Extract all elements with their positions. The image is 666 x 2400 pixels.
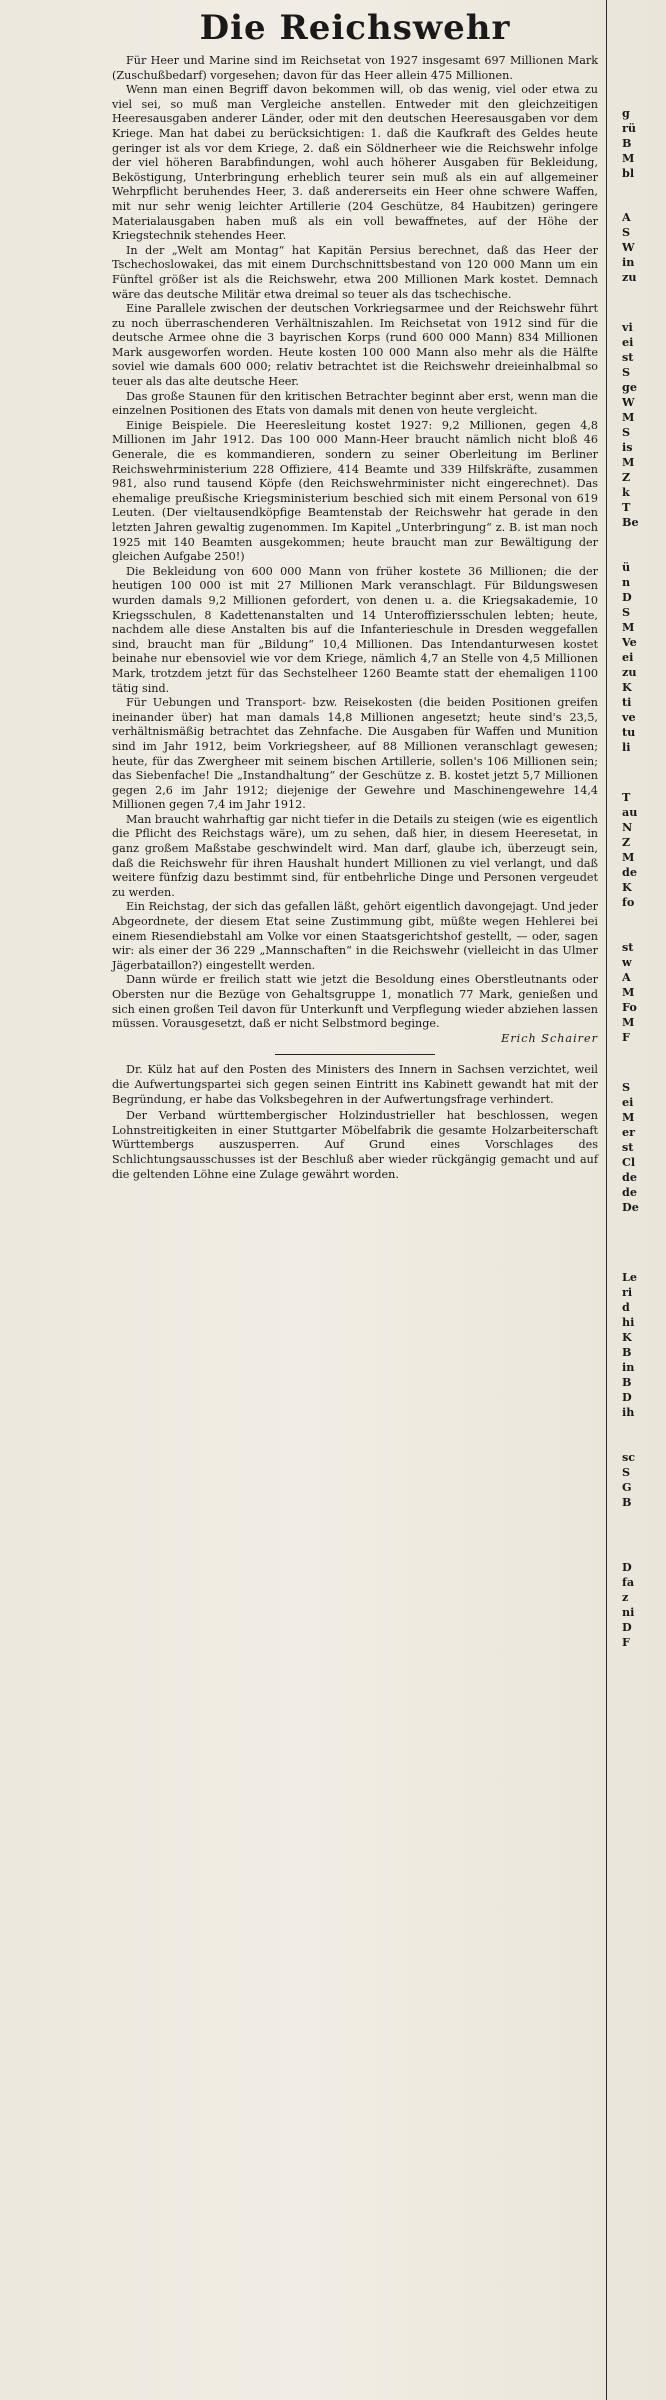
- fragment-text: ei: [622, 335, 634, 349]
- fragment-text: W: [622, 395, 635, 409]
- fragment-text: N: [622, 820, 633, 834]
- fragment-text: S: [622, 425, 631, 439]
- fragment-text: z: [622, 1590, 629, 1604]
- fragment-text: ei: [622, 650, 634, 664]
- article-paragraph: Das große Staunen für den kritischen Betrachter beginnt aber erst, wenn man die einzelnen Positionen des Etats von damals mit denen von heute vergleicht.: [112, 389, 598, 418]
- fragment-text: sc: [622, 1450, 636, 1464]
- fragment-text: M: [622, 985, 635, 999]
- fragment-text: D: [622, 590, 632, 604]
- news-note: Der Verband württembergischer Holzindustrieller hat beschlossen, wegen Lohnstreitigkeiten in einer Stuttgarter Möbelfabrik die gesamte Holzarbeiterschaft Württembergs auszusperren. Auf Grund eines Vorschlages des Schlichtungsausschusses ist der Beschluß aber wieder rückgängig gemacht und auf die geltenden Löhne eine Zulage gewährt worden.: [112, 1109, 598, 1181]
- fragment-text: K: [622, 680, 632, 694]
- fragment-text: De: [622, 1200, 639, 1214]
- article-paragraph: In der „Welt am Montag“ hat Kapitän Persius berechnet, daß das Heer der Tschechoslowakei, das mit einem Durchschnittsbestand von 120 000 Mann um ein Fünftel größer ist als die Reichswehr, etwa 200 Millionen Mark kostet. Demnach wäre das deutsche Militär etwa dreimal so teuer als das tschechische.: [112, 243, 598, 301]
- fragment-text: de: [622, 1170, 637, 1184]
- fragment-text: K: [622, 880, 632, 894]
- fragment-text: B: [622, 1375, 632, 1389]
- fragment-text: d: [622, 1300, 630, 1314]
- fragment-text: S: [622, 365, 631, 379]
- fragment-text: fo: [622, 895, 635, 909]
- fragment-text: Fo: [622, 1000, 637, 1014]
- fragment-text: ri: [622, 1285, 633, 1299]
- fragment-text: ü: [622, 560, 631, 574]
- fragment-text: T: [622, 500, 631, 514]
- adjacent-column-fragment: [618, 0, 666, 2400]
- article-column: [112, 6, 598, 1184]
- fragment-text: M: [622, 455, 635, 469]
- fragment-text: B: [622, 136, 632, 150]
- fragment-text: D: [622, 1390, 632, 1404]
- fragment-text: W: [622, 240, 635, 254]
- fragment-text: ti: [622, 695, 632, 709]
- article-paragraph: Wenn man einen Begriff davon bekommen will, ob das wenig, viel oder etwa zu viel sei, so muß man Vergleiche anstellen. Entweder mit den gleichzeitigen Heeresausgaben anderer Länder, oder mit den deutschen Heeresausgaben vor dem Kriege. Man hat dabei zu berücksichtigen: 1. daß die Kaufkraft des Geldes heute geringer ist als vor dem Kriege, 2. daß ein Söldnerheer wie die Reichswehr infolge der viel höheren Barabfindungen, wohl auch höherer Ausgaben für Bekleidung, Beköstigung, Unterbringung erheblich teurer sein muß als ein auf allgemeiner Wehrpflicht beruhendes Heer, 3. daß andererseits ein Heer ohne schwere Waffen, mit nur sehr wenig leichter Artillerie (204 Geschütze, 84 Haubitzen) geringere Materialausgaben haben muß als ein voll bewaffnetes, auf der Höhe der Kriegstechnik stehendes Heer.: [112, 83, 598, 243]
- fragment-text: rü: [622, 121, 637, 135]
- fragment-text: er: [622, 1125, 636, 1139]
- article-paragraph: Eine Parallele zwischen der deutschen Vorkriegsarmee und der Reichswehr führt zu noch überraschenderen Verhältniszahlen. Im Reichsetat von 1912 sind für die deutsche Armee ohne die 3 bayrischen Korps (rund 600 000 Mann) 834 Millionen Mark ausgeworfen worden. Heute kosten 100 000 Mann also mehr als die Hälfte soviel wie damals 600 000; relativ betrachtet ist die Reichswehr dreieinhalbmal so teuer als das alte deutsche Heer.: [112, 302, 598, 389]
- fragment-text: w: [622, 955, 632, 969]
- fragment-text: st: [622, 350, 634, 364]
- news-note: Dr. Külz hat auf den Posten des Ministers des Innern in Sachsen verzichtet, weil die Aufwertungspartei sich gegen seinen Eintritt ins Kabinett gewandt hat mit der Begründung, er habe das Volksbegehren in der Aufwertungsfrage verhindert.: [112, 1063, 598, 1106]
- fragment-text: S: [622, 1465, 631, 1479]
- column-rule: [606, 0, 607, 2400]
- fragment-text: D: [622, 1560, 632, 1574]
- fragment-text: tu: [622, 725, 636, 739]
- fragment-text: Z: [622, 470, 631, 484]
- fragment-text: M: [622, 151, 635, 165]
- fragment-text: B: [622, 1345, 632, 1359]
- fragment-text: st: [622, 940, 634, 954]
- article-paragraph: Ein Reichstag, der sich das gefallen läßt, gehört eigentlich davongejagt. Und jeder Abgeordnete, der diesem Etat seine Zustimmung gibt, müßte wegen Hehlerei bei einem Riesendiebstahl am Volke vor einen Staatsgerichtshof gestellt, — oder, sagen wir: als einer der 36 229 „Mannschaften“ in die Reichswehr (vielleicht in das Ulmer Jägerbataillon?) eingestellt werden.: [112, 900, 598, 972]
- fragment-text: st: [622, 1140, 634, 1154]
- fragment-text: bl: [622, 166, 635, 180]
- fragment-text: ih: [622, 1405, 635, 1419]
- fragment-text: M: [622, 1015, 635, 1029]
- fragment-text: in: [622, 255, 635, 269]
- fragment-text: M: [622, 850, 635, 864]
- article-paragraph: Für Uebungen und Transport- bzw. Reisekosten (die beiden Positionen greifen ineinander über) hat man damals 14,8 Millionen angesetzt; heute sind's 23,5, verhältnismäßig betrachtet das Zehnfache. Die Ausgaben für Waffen und Munition sind im Jahr 1912, beim Vorkriegsheer, auf 88 Millionen veranschlagt gewesen; heute, für das Zwergheer mit seinem bischen Artillerie, sollen's 106 Millionen sein; das Siebenfache! Die „Instandhaltung“ der Geschütze z. B. kostet jetzt 5,7 Millionen gegen 2,6 im Jahr 1912; diejenige der Gewehre und Maschinengewehre 14,4 Millionen gegen 7,4 im Jahr 1912.: [112, 696, 598, 812]
- fragment-text: g: [622, 106, 630, 120]
- fragment-text: zu: [622, 270, 637, 284]
- fragment-text: A: [622, 970, 631, 984]
- article-paragraph: Für Heer und Marine sind im Reichsetat von 1927 insgesamt 697 Millionen Mark (Zuschußbedarf) vorgesehen; davon für das Heer allein 475 Millionen.: [112, 54, 598, 82]
- article-paragraph: Einige Beispiele. Die Heeresleitung kostet 1927: 9,2 Millionen, gegen 4,8 Millionen im Jahr 1912. Das 100 000 Mann-Heer braucht nämlich nicht bloß 46 Generale, die es kommandieren, sondern zu seiner Oberleitung im Berliner Reichswehrministerium 228 Offiziere, 414 Beamte und 339 Hilfskräfte, zusammen 981, also rund tausend Köpfe (den Reichswehrminister nicht eingerechnet). Das ehemalige preußische Kriegsministerium beschied sich mit einem Personal von 619 Leuten. (Der vieltausendköpfige Beamtenstab der Reichswehr hat gerade in den letzten Jahren gewaltig zugenommen. Im Kapitel „Unterbringung“ z. B. ist man noch 1925 mit 140 Beamten ausgekommen; heute braucht man zur Bewältigung der gleichen Aufgabe 250!): [112, 418, 598, 564]
- fragment-text: K: [622, 1330, 632, 1344]
- fragment-text: F: [622, 1030, 630, 1044]
- fragment-text: F: [622, 1635, 630, 1649]
- fragment-text: M: [622, 410, 635, 424]
- article-body: [112, 54, 598, 1032]
- fragment-text: Ve: [622, 635, 637, 649]
- article-paragraph: Dann würde er freilich statt wie jetzt die Besoldung eines Oberstleutnants oder Obersten nur die Bezüge von Gehaltsgruppe 1, monatlich 77 Mark, genießen und sich einen großen Teil davon für Unterkunft und Verpflegung wieder abziehen lassen müssen. Vorausgesetzt, daß er nicht Selbstmord beginge.: [112, 973, 598, 1031]
- article-paragraph: Man braucht wahrhaftig gar nicht tiefer in die Details zu steigen (wie es eigentlich die Pflicht des Reichstags wäre), um zu sehen, daß hier, in diesem Heeresetat, in ganz großem Maßstabe geschwindelt wird. Man darf, glaube ich, überzeugt sein, daß die Reichswehr für ihren Haushalt hundert Millionen zu viel verlangt, und daß weitere fünfzig dazu bestimmt sind, für entbehrliche Dinge und Personen vergeudet zu werden.: [112, 812, 598, 899]
- fragment-text: is: [622, 440, 633, 454]
- section-divider: [275, 1054, 435, 1055]
- article-headline: Die Reichswehr: [199, 8, 511, 48]
- fragment-text: ve: [622, 710, 636, 724]
- article-signature: Erich Schairer: [501, 1031, 598, 1045]
- fragment-text: Cl: [622, 1155, 636, 1169]
- fragment-text: S: [622, 605, 631, 619]
- fragment-text: fa: [622, 1575, 635, 1589]
- fragment-text: T: [622, 790, 631, 804]
- fragment-text: Be: [622, 515, 639, 529]
- fragment-text: in: [622, 1360, 635, 1374]
- fragment-text: au: [622, 805, 638, 819]
- article-paragraph: Die Bekleidung von 600 000 Mann von früher kostete 36 Millionen; die der heutigen 100 000 ist mit 27 Millionen Mark veranschlagt. Für Bildungswesen wurden damals 9,2 Millionen gefordert, von denen u. a. die Kriegsakademie, 10 Kriegsschulen, 8 Kadettenanstalten und 14 Unteroffiziersschulen lebten; heute, nachdem alle diese Anstalten bis auf die Infanterieschule in Dresden weggefallen sind, braucht man für „Bildung“ 10,4 Millionen. Das Intendanturwesen kostet beinahe nur ebensoviel wie vor dem Kriege, nämlich 4,7 an Stelle von 4,5 Millionen Mark, trotzdem jetzt für das Sechstelheer 1260 Beamte statt der ehemaligen 1100 tätig sind.: [112, 564, 598, 695]
- fragment-text: A: [622, 210, 631, 224]
- fragment-text: ge: [622, 380, 637, 394]
- fragment-text: ni: [622, 1605, 635, 1619]
- fragment-text: li: [622, 740, 631, 754]
- fragment-text: n: [622, 575, 631, 589]
- fragment-text: G: [622, 1480, 632, 1494]
- fragment-text: vi: [622, 320, 633, 334]
- fragment-text: de: [622, 1185, 637, 1199]
- fragment-text: S: [622, 1080, 631, 1094]
- fragment-text: S: [622, 225, 631, 239]
- fragment-text: M: [622, 620, 635, 634]
- fragment-text: M: [622, 1110, 635, 1124]
- fragment-text: hi: [622, 1315, 635, 1329]
- fragment-text: k: [622, 485, 630, 499]
- fragment-text: zu: [622, 665, 637, 679]
- fragment-text: Z: [622, 835, 631, 849]
- fragment-text: D: [622, 1620, 632, 1634]
- news-notes: [112, 1063, 598, 1182]
- fragment-text: ei: [622, 1095, 634, 1109]
- fragment-text: de: [622, 865, 637, 879]
- fragment-text: B: [622, 1495, 632, 1509]
- fragment-text: Le: [622, 1270, 637, 1284]
